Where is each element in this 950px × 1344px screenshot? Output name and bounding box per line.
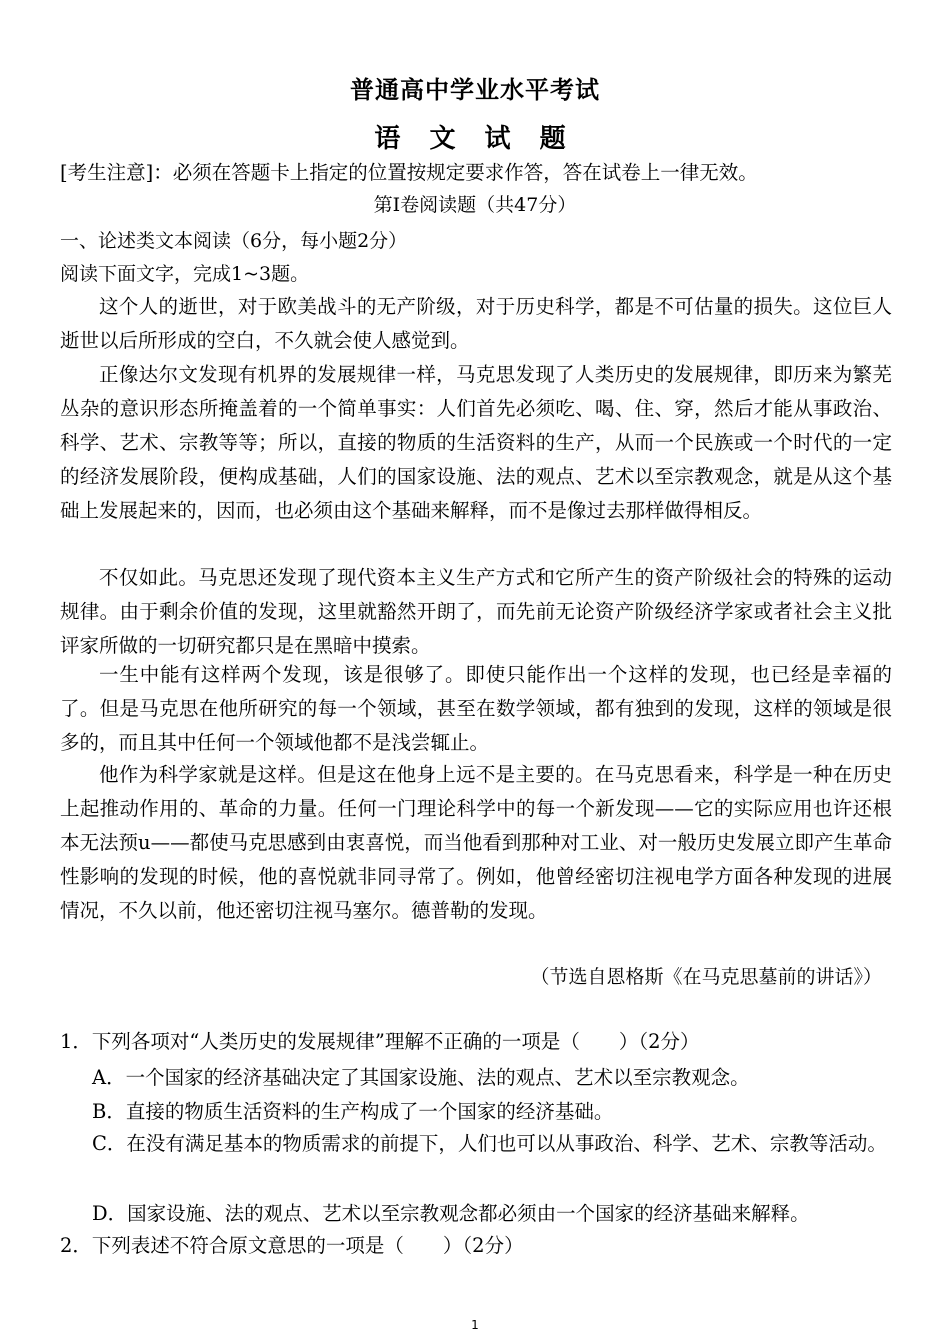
passage-source: （节选自恩格斯《在马克思墓前的讲话》） — [530, 966, 882, 988]
passage-paragraph: 一生中能有这样两个发现，该是很够了。即使只能作出一个这样的发现，也已经是幸福的了。但是马克思在他所研究的每一个领域，甚至在数学领域，都有独到的发现，这样的领域是很多的，而且其中任何一个领域他都不是浅尝辄止。 — [60, 663, 892, 754]
passage-paragraph: 正像达尔文发现有机界的发展规律一样，马克思发现了人类历史的发展规律，即历来为繁芜丛杂的意识形态所掩盖着的一个简单事实：人们首先必须吃、喝、住、穿，然后才能从事政治、科学、艺术、宗教等等；所以，直接的物质的生活资料的生产，从而一个民族或一个时代的一定的经济发展阶段，便构成基础，人们的国家设施、法的观点、艺术以至宗教观念，就是从这个基础上发展起来的，因而，也必须由这个基础来解释，而不是像过去那样做得相反。 — [60, 363, 892, 522]
question-1-option-d: D．国家设施、法的观点、艺术以至宗教观念都必须由一个国家的经济基础来解释。 — [92, 1202, 810, 1225]
exam-title: 普通高中学业水平考试 — [350, 76, 600, 104]
subject-title: 语 文 试 题 — [374, 124, 576, 154]
question-2-stem: 2．下列表述不符合原文意思的一项是（ ）（2分） — [60, 1234, 524, 1257]
passage-paragraph: 他作为科学家就是这样。但是这在他身上远不是主要的。在马克思看来，科学是一种在历史上起推动作用的、革命的力量。任何一门理论科学中的每一个新发现——它的实际应用也许还根本无法预u——都使马克思感到由衷喜悦，而当他看到那种对工业、对一般历史发展立即产生革命性影响的发现的时候，他的喜悦就非同寻常了。例如，他曾经密切注视电学方面各种发现的进展情况，不久以前，他还密切注视马塞尔。德普勒的发现。 — [60, 763, 892, 922]
part-title: 第Ⅰ卷阅读题（共47分） — [373, 194, 577, 216]
passage-paragraph: 不仅如此。马克思还发现了现代资本主义生产方式和它所产生的资产阶级社会的特殊的运动规律。由于剩余价值的发现，这里就豁然开朗了，而先前无论资产阶级经济学家或者社会主义批评家所做的一切研究都只是在黑暗中摸索。 — [60, 566, 892, 657]
question-1-option-a: A．一个国家的经济基础决定了其国家设施、法的观点、艺术以至宗教观念。 — [92, 1066, 750, 1089]
question-1-stem: 1．下列各项对“人类历史的发展规律”理解不正确的一项是（ ）（2分） — [60, 1030, 700, 1053]
section-heading: 一、论述类文本阅读（6分，每小题2分） — [60, 230, 408, 252]
page-number: 1 — [471, 1318, 479, 1332]
passage-paragraph: 这个人的逝世，对于欧美战斗的无产阶级，对于历史科学，都是不可估量的损失。这位巨人逝世以后所形成的空白，不久就会使人感觉到。 — [60, 295, 892, 352]
exam-notice: [考生注意]：必须在答题卡上指定的位置按规定要求作答，答在试卷上一律无效。 — [60, 161, 758, 184]
question-1-option-c: C．在没有满足基本的物质需求的前提下，人们也可以从事政治、科学、艺术、宗教等活动。 — [92, 1132, 887, 1155]
reading-instruction: 阅读下面文字，完成1~3题。 — [60, 263, 310, 285]
question-1-option-b: B．直接的物质生活资料的生产构成了一个国家的经济基础。 — [92, 1100, 614, 1123]
